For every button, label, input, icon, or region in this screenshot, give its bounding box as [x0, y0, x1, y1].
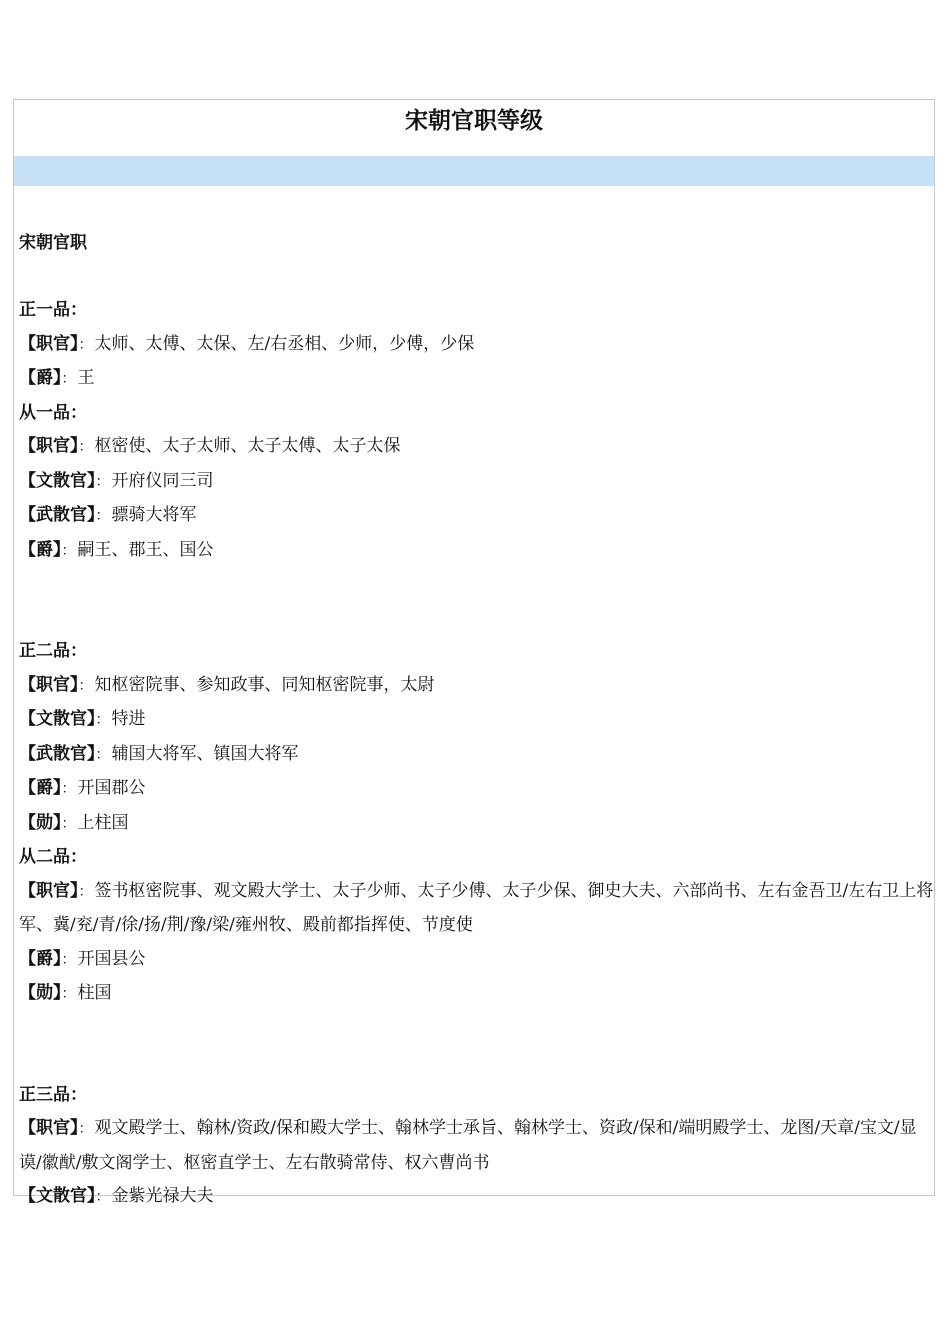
- blank-gap: [19, 568, 937, 635]
- rank-entry: [19, 703, 937, 738]
- entry-separator: ：: [61, 951, 76, 968]
- header-band: [14, 156, 934, 186]
- entry-separator: ：: [61, 542, 76, 559]
- entry-label: 【爵】: [19, 368, 62, 388]
- entry-label: 【职官】: [19, 436, 79, 456]
- entry-separator: ：: [78, 677, 93, 694]
- entry-separator: ：: [95, 508, 110, 524]
- entry-label: 【职官】: [19, 333, 79, 354]
- rank-entry: [19, 738, 937, 773]
- rank-entry: [19, 465, 937, 500]
- entry-separator: ：: [95, 712, 110, 728]
- rank-entry: [19, 534, 937, 569]
- entry-value: 嗣王、郡王、国公: [77, 539, 214, 560]
- entry-label: 【职官】: [19, 1118, 79, 1138]
- entry-value: 辅国大将军、镇国大将军: [111, 743, 299, 764]
- entry-label: 【勋】: [19, 983, 62, 1003]
- rank-entry: [19, 875, 937, 943]
- rank-heading: 从一品：: [19, 402, 87, 423]
- section-title: 宋朝官职: [19, 233, 87, 253]
- entry-label: 【职官】: [19, 880, 79, 901]
- document-body: [19, 227, 937, 1215]
- entry-label: 【武散官】: [19, 743, 96, 764]
- entry-value: 骠骑大将军: [111, 505, 197, 525]
- rank-entry: [19, 807, 937, 842]
- entry-separator: ：: [78, 439, 93, 455]
- entry-separator: ：: [78, 883, 93, 900]
- entry-value: 金紫光禄大夫: [111, 1186, 214, 1206]
- entry-separator: ：: [61, 781, 76, 797]
- entry-value: 知枢密院事、参知政事、同知枢密院事，太尉: [94, 674, 435, 695]
- rank-heading: 正二品：: [19, 641, 87, 661]
- blank-gap: [19, 1012, 937, 1079]
- entry-label: 【勋】: [19, 812, 62, 833]
- entry-separator: ：: [61, 815, 76, 832]
- entry-value: 特进: [111, 709, 146, 729]
- entry-value: 开国县公: [77, 948, 146, 969]
- rank-heading: 正三品：: [19, 1084, 87, 1105]
- entry-separator: ：: [61, 371, 76, 387]
- entry-label: 【武散官】: [19, 505, 96, 525]
- entry-label: 【文散官】: [19, 1186, 96, 1206]
- entry-value: 枢密使、太子太师、太子太傅、太子太保: [94, 436, 401, 456]
- entry-value: 观文殿学士、翰林/资政/保和殿大学士、翰林学士承旨、翰林学士、资政/保和/端明殿学士、龙图/天章/宝文/显谟/徽猷/敷文阁学士、枢密直学士、左右散骑常侍、权六曹尚书: [19, 1118, 917, 1173]
- document-frame: [13, 99, 935, 1206]
- entry-value: 开国郡公: [77, 778, 146, 798]
- entry-label: 【爵】: [19, 778, 62, 798]
- rank-entry: [19, 669, 937, 704]
- rank-heading: 从二品：: [19, 847, 87, 867]
- rank-entry: [19, 943, 937, 978]
- rank-entry: [19, 977, 937, 1012]
- entry-label: 【职官】: [19, 674, 79, 695]
- entry-separator: ：: [95, 1189, 110, 1205]
- rank-entry: [19, 1112, 937, 1180]
- entry-value: 上柱国: [77, 812, 129, 833]
- blank-line: [19, 261, 937, 295]
- entry-separator: ：: [78, 1121, 93, 1137]
- rank-heading: 正一品：: [19, 300, 87, 320]
- entry-label: 【爵】: [19, 948, 62, 969]
- entry-separator: ：: [95, 473, 110, 490]
- entry-value: 柱国: [77, 983, 112, 1003]
- entry-separator: ：: [78, 336, 93, 353]
- entry-label: 【爵】: [19, 539, 62, 560]
- rank-entry: [19, 1180, 937, 1215]
- entry-value: 王: [77, 368, 95, 388]
- rank-entry: [19, 772, 937, 807]
- entry-label: 【文散官】: [19, 470, 96, 491]
- document-title: 宋朝官职等级: [405, 108, 543, 134]
- entry-value: 太师、太傅、太保、左/右丞相、少师，少傅，少保: [94, 333, 475, 354]
- rank-entry: [19, 328, 937, 363]
- rank-entry: [19, 362, 937, 397]
- rank-entry: [19, 499, 937, 534]
- entry-value: 开府仪同三司: [111, 470, 214, 491]
- entry-value: 签书枢密院事、观文殿大学士、太子少师、太子少傅、太子少保、御史大夫、六部尚书、左右金吾卫/左右卫上将军、冀/兖/青/徐/扬/荆/豫/梁/雍州牧、殿前都指挥使、节度使: [19, 880, 934, 935]
- entry-separator: ：: [61, 986, 76, 1002]
- entry-label: 【文散官】: [19, 709, 96, 729]
- entry-separator: ：: [95, 746, 110, 763]
- rank-entry: [19, 430, 937, 465]
